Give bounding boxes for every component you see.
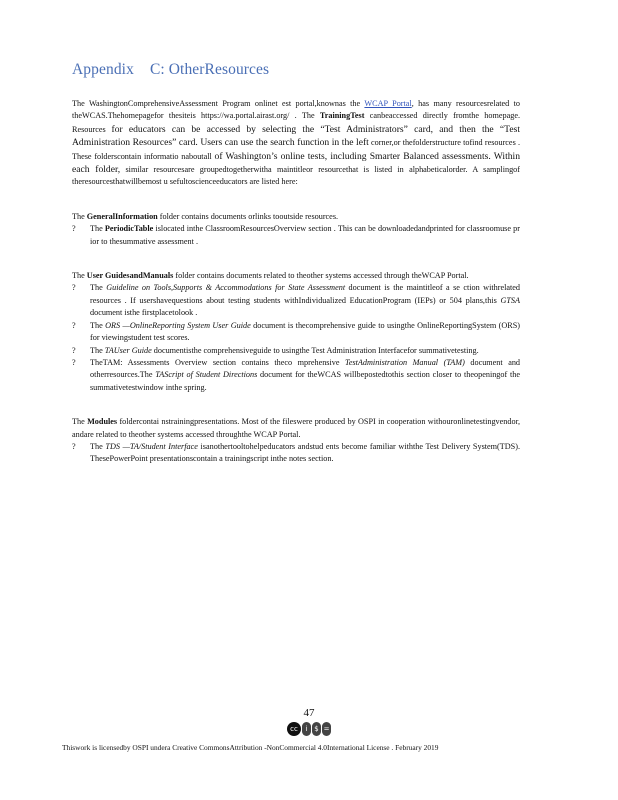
tds-interface-title: TDS —TA/Student Interface [105, 441, 198, 451]
gtsa-abbrev: GTSA [500, 295, 520, 305]
bullet-glyph: ? [72, 320, 76, 330]
item-prefix: The [90, 441, 103, 451]
item-text: documentisthe comprehensiveguide to usingthe Test Administration Interfacefor summativetesting. [153, 345, 479, 355]
intro-text-1: The WashingtonComprehensiveAssessment Program onlinet est portal,knownas the [72, 99, 361, 108]
noderivs-icon: = [322, 722, 331, 736]
item-text: islocated inthe ClassroomResourcesOverview section . This can be downloadedandprinted for classroomuse pr ior to thesummative assessment . [90, 224, 520, 246]
modules-text-2: foldercontai nstrainingpresentations. Most of the fileswere produced by OSPI in cooperation withouronlinetestingvendor, andare related to theother systems accessed throughthe WCAP Portal. [72, 417, 521, 439]
list-item [72, 441, 520, 466]
user-guides-list [72, 282, 520, 394]
intro-text-4: corner,or thefolderstructure tofind resources . These folderscontain informatio naboutall [72, 138, 520, 161]
bullet-glyph: ? [72, 283, 76, 293]
modules-text-1: The [72, 417, 85, 427]
list-item [72, 320, 520, 345]
guides-text-2: folder contains documents related to theother systems accessed through theWCAP Portal. [175, 271, 469, 281]
creative-commons-badge-icon [287, 722, 331, 736]
general-info-paragraph [72, 211, 520, 223]
item-prefix: The [90, 283, 103, 293]
wcap-portal-link[interactable]: WCAP Portal [364, 99, 412, 108]
item-prefix: The [90, 224, 103, 234]
ors-guide-title: ORS —OnlineReporting System User Guide [105, 320, 251, 330]
list-item [72, 223, 520, 248]
bullet-glyph: ? [72, 345, 76, 355]
intro-text-large-2: of Washington’s online tests, including Smarter Balanced assessments. Within each folder, [72, 150, 520, 176]
general-info-label: GeneralInformation [86, 211, 158, 221]
general-text-1: The [72, 211, 85, 221]
noncommercial-icon: $ [312, 722, 321, 736]
license-notice: Thiswork is licensedby OSPI undera Creative CommonsAttribution -NonCommercial 4.0International License . February 2019 [62, 743, 439, 752]
page-number: 47 [303, 707, 315, 719]
item-prefix: The [90, 345, 103, 355]
intro-paragraph [72, 98, 520, 189]
tam-title: TestAdministration Manual (TAM) [345, 357, 465, 367]
bullet-glyph: ? [72, 441, 76, 451]
item-text: document is the maintitleof a se ction withrelated resources . If usershavequestions about testing students withIndividualized EducationProgram (IEPs) or 504 plans,this [90, 283, 521, 305]
intro-text-5: similar resourcesare groupedtogetherwitha maintitleor resourcethat is listed in alphabeticalorder. A samplingof theresourcesthatwillbemost u sefultoscienceeducators are listed here: [72, 165, 520, 187]
ta-script-title: TAScript of Student Directions [155, 370, 258, 380]
intro-text-3: canbeaccessed directly fromthe homepage. Resources [72, 111, 520, 134]
item-text: isanothertooltohelpeducators andstud ents become familiar withthe Test Delivery System(TDS). ThesePowerPoint presentationscontain a trainingscript inthe notes section. [90, 441, 521, 464]
item-text: document and otherresources.The [90, 357, 521, 380]
item-text-end: document for theWCAS willbepostedtothis section closer to theopeningof the summativetestwindow inthe spring. [90, 370, 520, 392]
gtsa-guideline-title: Guideline on Tools,Supports & Accommodations for State Assessment [106, 283, 346, 293]
list-item [72, 345, 520, 357]
intro-text-large-1: for educators can be accessed by selecting the “Test Administrators” card, and then the “Test Administration Resources” card. Users can use the search function in the left [72, 123, 520, 149]
bullet-glyph: ? [72, 357, 76, 367]
training-test-label: TrainingTest [319, 111, 365, 121]
item-prefix: TheTAM: Assessments Overview section contains theco mprehensive [90, 357, 340, 367]
guides-text-1: The [72, 271, 85, 281]
ta-user-guide-title: TAUser Guide [104, 345, 152, 355]
cc-icon: cc [287, 722, 301, 736]
item-text: document is thecomprehensive guide to usingthe OnlineReportingSystem (ORS) for viewingstudent test scores. [90, 320, 521, 343]
bullet-glyph: ? [72, 224, 76, 234]
user-guides-label: User GuidesandManuals [86, 271, 174, 281]
item-text-end: document isthe firstplacetolook . [90, 308, 198, 318]
user-guides-paragraph [72, 270, 520, 282]
list-item [72, 357, 520, 394]
item-prefix: The [90, 320, 103, 330]
list-item [72, 282, 520, 319]
appendix-label: Appendix [72, 61, 134, 78]
general-text-2: folder contains documents orlinks tooutside resources. [159, 211, 339, 221]
periodic-table-label: PeriodicTable [104, 224, 154, 234]
intro-text-2: , has many resourcesrelated to theWCAS.Thehomepagefor thesiteis https://wa.portal.airast.org/ . The [72, 99, 520, 121]
general-info-list [72, 223, 520, 248]
document-body [72, 98, 520, 466]
appendix-heading [72, 61, 269, 79]
modules-label: Modules [87, 417, 118, 427]
modules-list [72, 441, 520, 466]
attribution-icon: i [302, 722, 311, 736]
modules-paragraph [72, 416, 520, 441]
appendix-title: C: OtherResources [149, 61, 270, 78]
